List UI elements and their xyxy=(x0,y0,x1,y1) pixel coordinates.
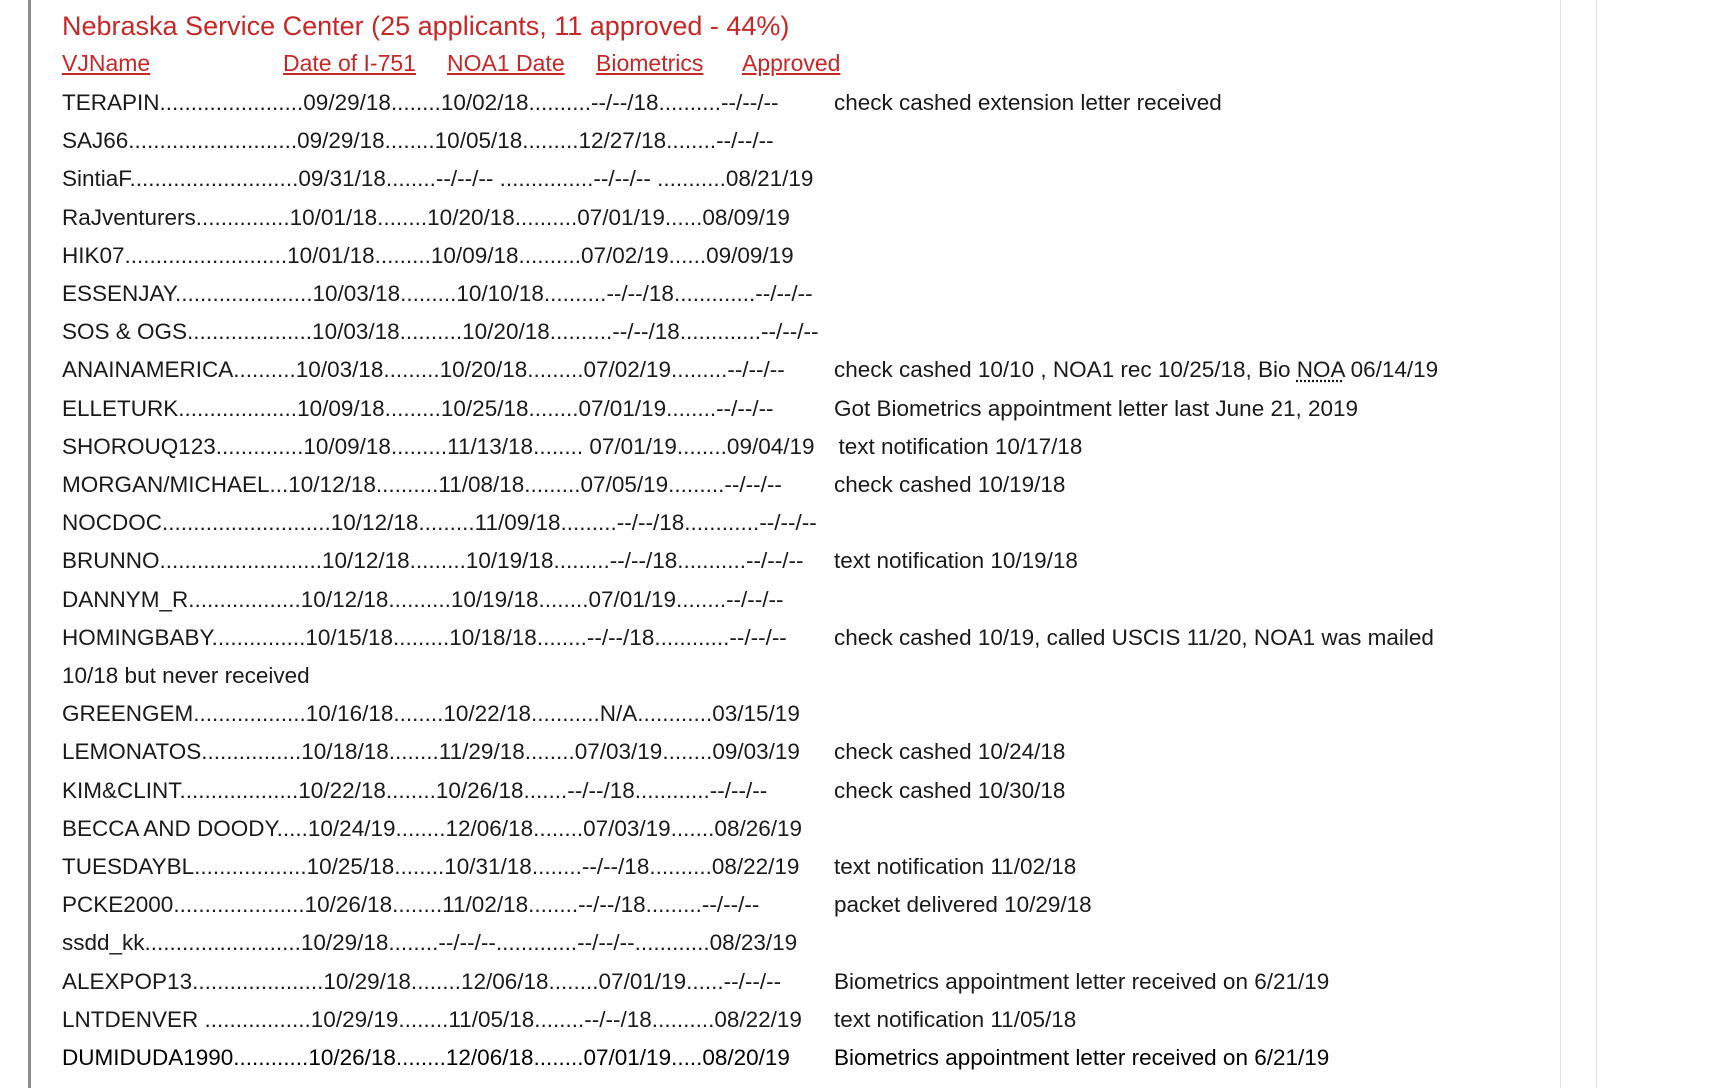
row-note: check cashed 10/30/18 xyxy=(834,777,1066,803)
header-link-approved[interactable]: Approved xyxy=(742,50,841,76)
applicant-rows xyxy=(62,84,1542,1077)
row-note-text: 06/14/19 xyxy=(1344,357,1439,383)
applicant-row xyxy=(62,122,1542,160)
row-note: check cashed 10/19/18 xyxy=(834,472,1066,498)
applicant-row xyxy=(62,84,1542,122)
row-data: TERAPIN.......................09/29/18........10/02/18..........--/--/18..........--/--/-- xyxy=(62,90,779,115)
row-data: HOMINGBABY...............10/15/18.........10/18/18........--/--/18............--/--/-- xyxy=(62,624,787,650)
row-data: KIM&CLINT...................10/22/18........10/26/18.......--/--/18............--/--/-- xyxy=(62,777,768,803)
row-data: MORGAN/MICHAEL...10/12/18..........11/08/18.........07/05/19.........--/--/-- xyxy=(62,472,782,498)
header-link-noa1-date[interactable]: NOA1 Date xyxy=(447,50,565,76)
row-note: Biometrics appointment letter received on 6/21/19 xyxy=(834,1045,1330,1071)
applicant-row xyxy=(62,772,1542,810)
applicant-list-section xyxy=(62,6,1542,1077)
row-note: check cashed 10/24/18 xyxy=(834,739,1066,765)
row-note-continuation: 10/18 but never received xyxy=(62,663,310,689)
row-data: NOCDOC...........................10/12/18.........11/09/18.........--/--/18............--/--/-- xyxy=(62,510,817,536)
row-data: ESSENJAY......................10/03/18.........10/10/18..........--/--/18.............--/--/-- xyxy=(62,281,813,307)
panel-divider xyxy=(1560,0,1561,1088)
row-data: ALEXPOP13.....................10/29/18........12/06/18........07/01/19......--/--/-- xyxy=(62,968,782,994)
row-note xyxy=(834,357,1438,382)
row-data: DUMIDUDA1990............10/26/18........12/06/18........07/01/19.....08/20/19 xyxy=(62,1045,790,1071)
applicant-row xyxy=(62,275,1542,313)
row-note: Biometrics appointment letter received on 6/21/19 xyxy=(834,968,1330,994)
applicant-row xyxy=(62,160,1542,198)
outer-divider xyxy=(1596,0,1597,1088)
row-data: BECCA AND DOODY.....10/24/19........12/06/18........07/03/19.......08/26/19 xyxy=(62,815,803,841)
applicant-row xyxy=(62,695,1542,733)
row-data: ssdd_kk.........................10/29/18........--/--/--.............--/--/--............08/23/19 xyxy=(62,930,798,956)
row-data: BRUNNO..........................10/12/18.........10/19/18.........--/--/18...........--/--/-- xyxy=(62,548,804,574)
row-note: check cashed 10/19, called USCIS 11/20, NOA1 was mailed xyxy=(834,624,1434,650)
row-data: LEMONATOS................10/18/18........11/29/18........07/03/19........09/03/19 xyxy=(62,739,800,765)
row-note: text notification 10/19/18 xyxy=(834,548,1078,574)
row-data: DANNYM_R..................10/12/18..........10/19/18........07/01/19........--/--/-- xyxy=(62,586,784,612)
row-data: ANAINAMERICA..........10/03/18.........10/20/18.........07/02/19.........--/--/-- xyxy=(62,357,785,383)
row-data: SHOROUQ123..............10/09/18.........11/13/18........ 07/01/19........09/04/19 xyxy=(62,433,815,459)
row-data: TUESDAYBL..................10/25/18........10/31/18........--/--/18..........08/22/19 xyxy=(62,854,800,880)
row-note: text notification 10/17/18 xyxy=(838,433,1083,459)
noa-abbreviation[interactable]: NOA xyxy=(1296,357,1345,383)
row-data: PCKE2000.....................10/26/18........11/02/18........--/--/18.........--/--/-- xyxy=(62,892,760,918)
row-note: text notification 11/02/18 xyxy=(834,854,1077,880)
applicant-row xyxy=(62,466,1542,504)
applicant-row xyxy=(62,581,1542,619)
applicant-row xyxy=(62,428,1542,466)
row-data: LNTDENVER .................10/29/19........11/05/18........--/--/18..........08/22/19 xyxy=(62,1006,802,1032)
applicant-row xyxy=(62,848,1542,886)
row-data: HIK07..........................10/01/18.........10/09/18..........07/02/19......09/09/19 xyxy=(62,242,794,268)
header-link-vjname[interactable]: VJName xyxy=(62,50,151,76)
row-data: SOS & OGS....................10/03/18..........10/20/18..........--/--/18.............--/--/-- xyxy=(62,319,819,345)
header-link-biometrics[interactable]: Biometrics xyxy=(596,50,704,76)
applicant-row xyxy=(62,237,1542,275)
row-data: SAJ66...........................09/29/18........10/05/18.........12/27/18........--/--/-- xyxy=(62,128,774,154)
row-note: check cashed extension letter received xyxy=(834,90,1222,115)
applicant-row xyxy=(62,733,1542,771)
applicant-row xyxy=(62,924,1542,962)
header-link-date-i751[interactable]: Date of I-751 xyxy=(283,50,416,76)
row-data: SintiaF...........................09/31/18........--/--/-- ...............--/--/-- ...........08/21/19 xyxy=(62,166,814,192)
applicant-row xyxy=(62,619,1542,695)
applicant-row xyxy=(62,542,1542,580)
row-data: RaJventurers...............10/01/18........10/20/18..........07/01/19......08/09/19 xyxy=(62,204,790,230)
applicant-row xyxy=(62,963,1542,1001)
applicant-row xyxy=(62,199,1542,237)
row-note: Got Biometrics appointment letter last June 21, 2019 xyxy=(834,395,1359,421)
row-note: text notification 11/05/18 xyxy=(834,1006,1077,1032)
applicant-row xyxy=(62,1001,1542,1039)
row-data: ELLETURK...................10/09/18.........10/25/18........07/01/19........--/--/-- xyxy=(62,395,774,421)
applicant-row xyxy=(62,390,1542,428)
row-note-text: check cashed 10/10 , NOA1 rec 10/25/18, Bio xyxy=(834,357,1297,383)
applicant-row xyxy=(62,886,1542,924)
applicant-row xyxy=(62,351,1542,389)
applicant-row xyxy=(62,504,1542,542)
applicant-row xyxy=(62,1039,1542,1077)
row-note: packet delivered 10/29/18 xyxy=(834,892,1092,918)
applicant-row xyxy=(62,810,1542,848)
column-headers xyxy=(62,46,1542,82)
applicant-row xyxy=(62,313,1542,351)
row-data: GREENGEM..................10/16/18........10/22/18...........N/A............03/15/19 xyxy=(62,701,800,727)
section-title: Nebraska Service Center (25 applicants, 11 approved - 44%) xyxy=(62,11,790,41)
left-border xyxy=(28,0,31,1088)
